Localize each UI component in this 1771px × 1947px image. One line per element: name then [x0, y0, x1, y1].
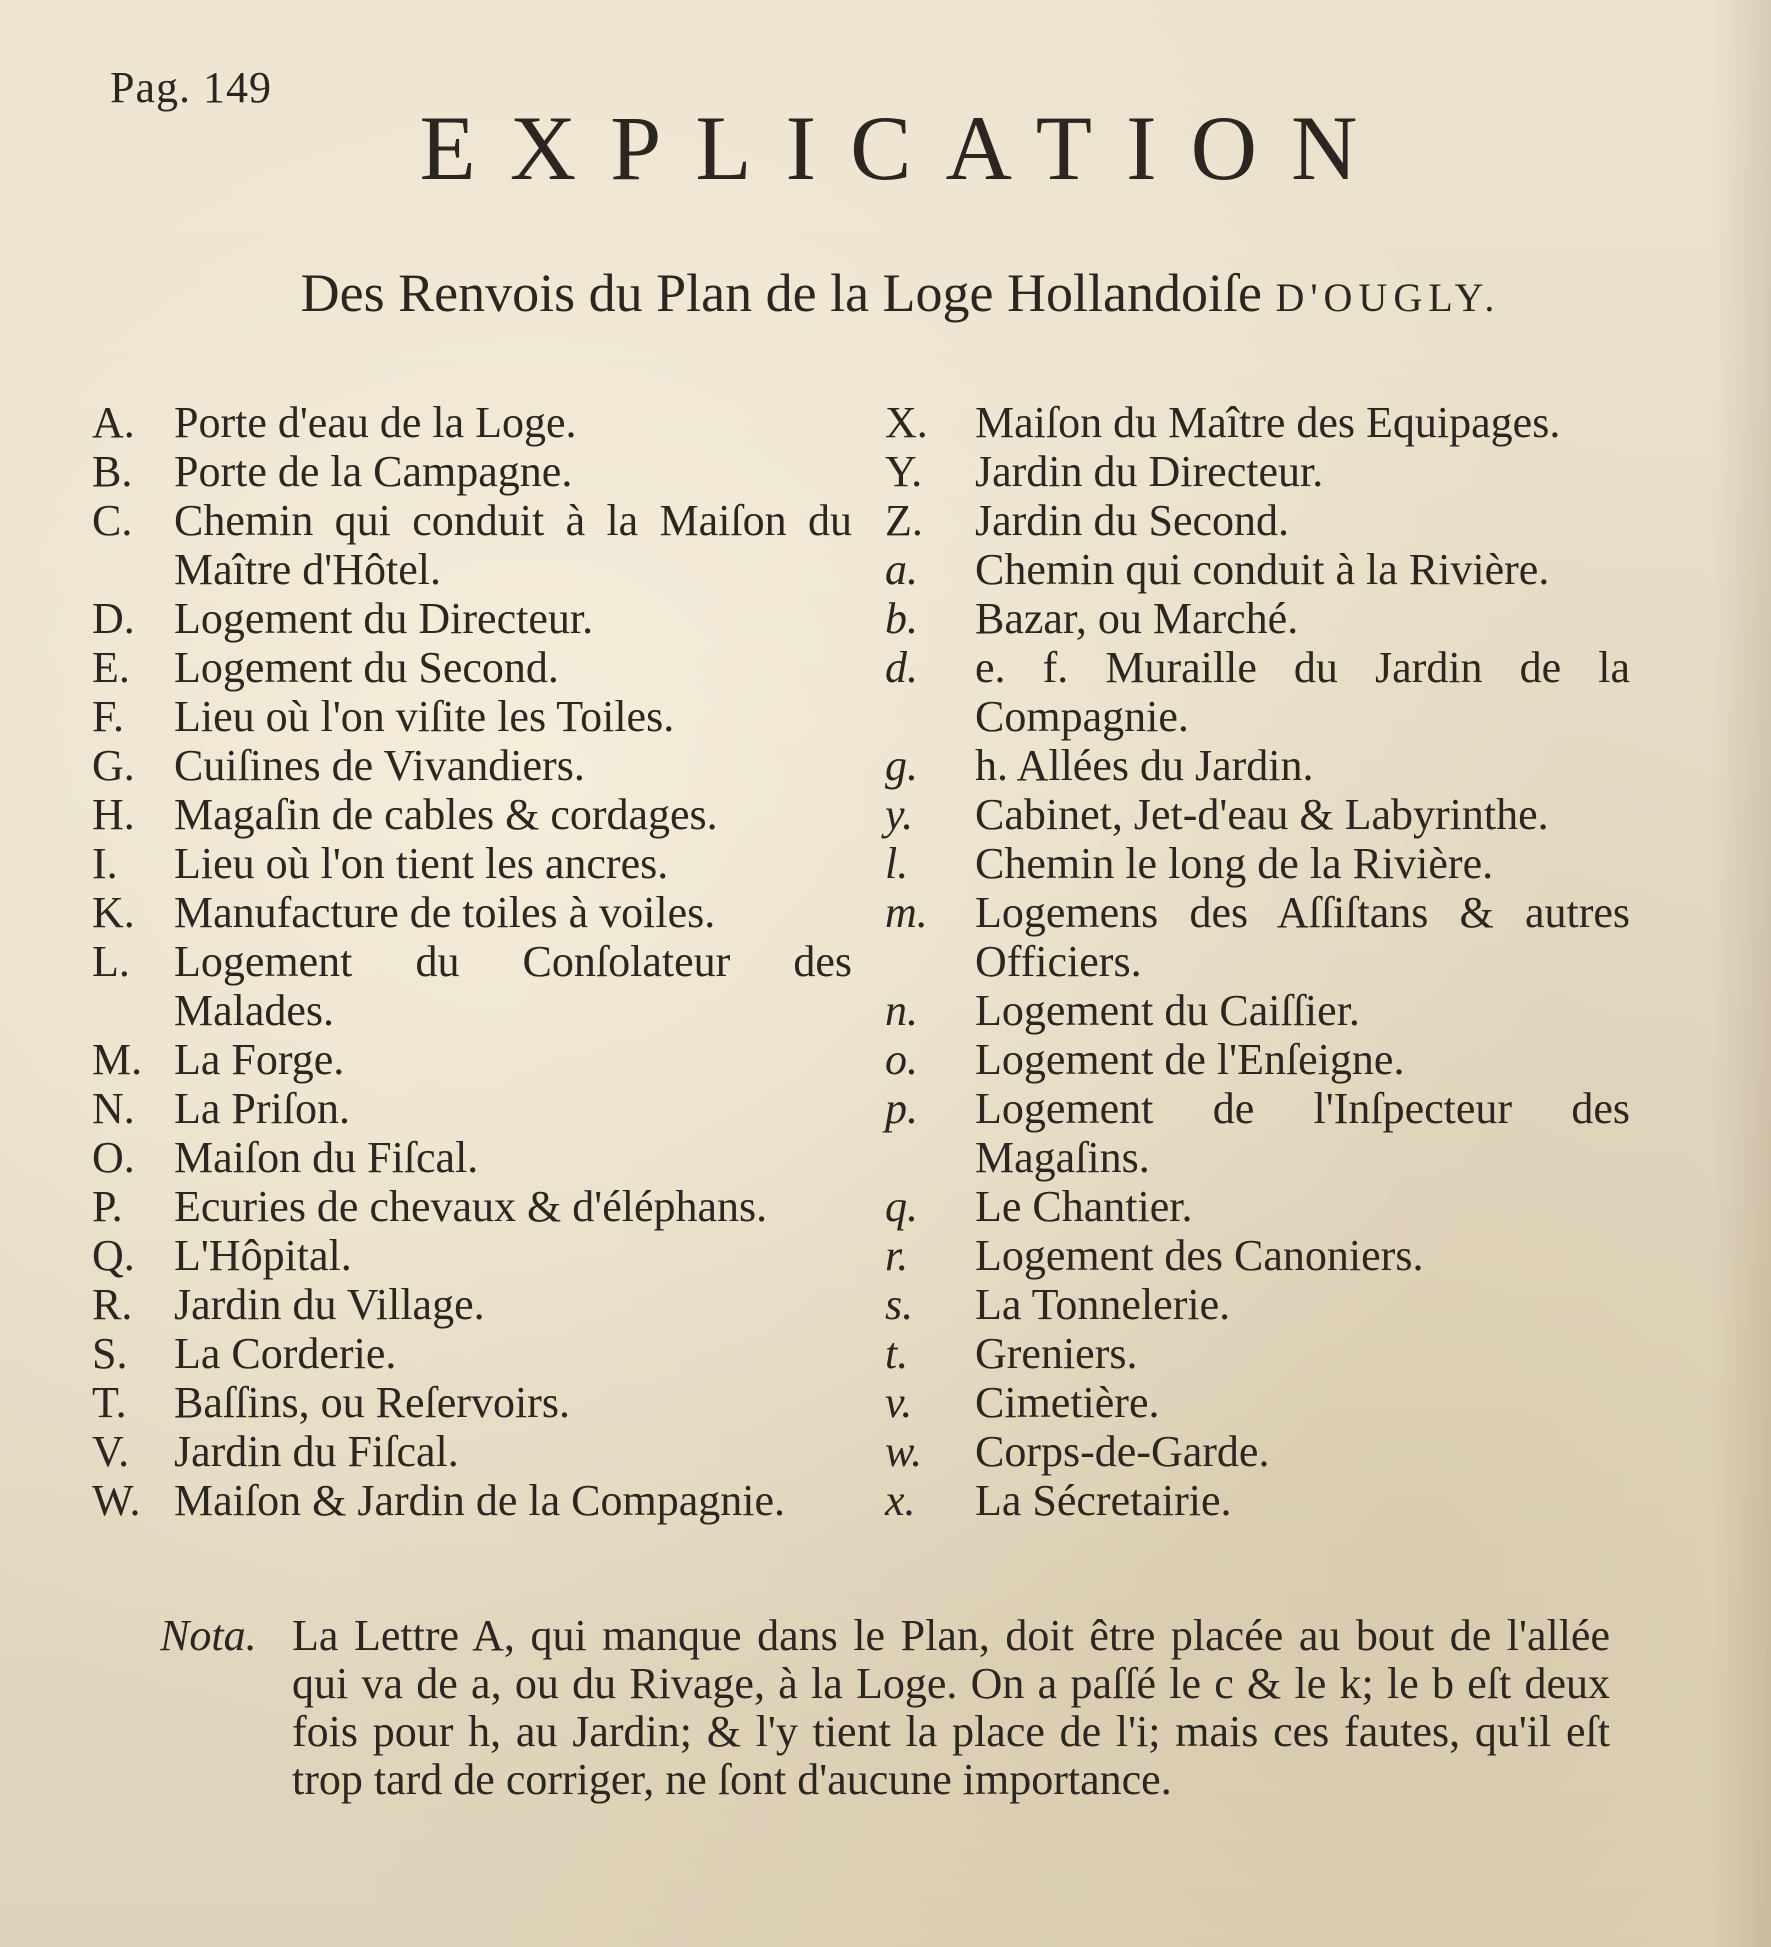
legend-text: Logement du Caiſſier. — [975, 986, 1360, 1035]
legend-key: s. — [885, 1280, 914, 1329]
legend-text: Bazar, ou Marché. — [975, 594, 1299, 643]
legend-entry — [885, 1035, 1630, 1084]
legend-entry — [885, 1231, 1630, 1280]
legend-text: Cimetière. — [975, 1378, 1160, 1427]
legend-entry — [885, 1280, 1630, 1329]
legend-key: x. — [885, 1476, 916, 1525]
legend-key: H. — [92, 790, 135, 839]
legend-key: A. — [92, 398, 135, 447]
legend-entry — [885, 1427, 1630, 1476]
legend-entry — [92, 692, 852, 741]
legend-entry — [885, 888, 1630, 986]
legend-entry — [92, 1378, 852, 1427]
legend-text: Maiſon & Jardin de la Compagnie. — [174, 1476, 785, 1525]
legend-key: b. — [885, 594, 918, 643]
legend-text: Baſſins, ou Reſervoirs. — [174, 1378, 570, 1427]
legend-text: Corps-de-Garde. — [975, 1427, 1270, 1476]
legend-key: n. — [885, 986, 918, 1035]
legend-key: r. — [885, 1231, 909, 1280]
legend-entry — [92, 447, 852, 496]
legend-key: R. — [92, 1280, 133, 1329]
legend-text: Greniers. — [975, 1329, 1138, 1378]
legend-entry — [885, 447, 1630, 496]
legend-key: Z. — [885, 496, 923, 545]
legend-text: e. f. Muraille du Jardin de la Compagnie. — [975, 643, 1630, 741]
legend-key: D. — [92, 594, 135, 643]
legend-text: La Corderie. — [174, 1329, 397, 1378]
legend-text: Logement des Canoniers. — [975, 1231, 1424, 1280]
legend-text: Manufacture de toiles à voiles. — [174, 888, 716, 937]
legend-key: q. — [885, 1182, 918, 1231]
legend-key: I. — [92, 839, 118, 888]
legend-key: Y. — [885, 447, 923, 496]
legend-entry — [92, 937, 852, 1035]
legend-text: La Tonnelerie. — [975, 1280, 1231, 1329]
legend-key: K. — [92, 888, 135, 937]
legend-key: d. — [885, 643, 918, 692]
legend-text: Chemin le long de la Rivière. — [975, 839, 1494, 888]
legend-key: C. — [92, 496, 133, 545]
legend-key: a. — [885, 545, 918, 594]
legend-text: Chemin qui conduit à la Rivière. — [975, 545, 1550, 594]
legend-text: Cuiſines de Vivandiers. — [174, 741, 585, 790]
legend-text: Le Chantier. — [975, 1182, 1193, 1231]
legend-text: Jardin du Village. — [174, 1280, 485, 1329]
legend-entry — [885, 986, 1630, 1035]
legend-entry — [92, 1427, 852, 1476]
legend-entry — [885, 1084, 1630, 1182]
legend-text: Logemens des Aſſiſtans & autres Officiers. — [975, 888, 1630, 986]
subtitle-small-caps: D'OUGLY. — [1275, 275, 1501, 320]
legend-left-column — [92, 398, 852, 1525]
legend-key: S. — [92, 1329, 128, 1378]
legend-text: Logement du Second. — [174, 643, 559, 692]
legend-key: Q. — [92, 1231, 135, 1280]
legend-entry — [92, 496, 852, 594]
legend-entry — [92, 1329, 852, 1378]
legend-entry — [92, 1133, 852, 1182]
legend-entry — [885, 839, 1630, 888]
legend-text: Logement du Directeur. — [174, 594, 594, 643]
legend-key: N. — [92, 1084, 135, 1133]
legend-entry — [885, 496, 1630, 545]
page-title: EXPLICATION — [419, 97, 1392, 199]
legend-key: F. — [92, 692, 124, 741]
legend-key: l. — [885, 839, 909, 888]
legend-entry — [92, 594, 852, 643]
legend-text: Maiſon du Fiſcal. — [174, 1133, 479, 1182]
legend-key: E. — [92, 643, 130, 692]
legend-entry — [885, 398, 1630, 447]
legend-key: p. — [885, 1084, 918, 1133]
nota-label: Nota. — [160, 1611, 257, 1660]
legend-text: h. Allées du Jardin. — [975, 741, 1314, 790]
legend-entry — [92, 1231, 852, 1280]
legend-key: L. — [92, 937, 130, 986]
legend-entry — [92, 1280, 852, 1329]
legend-text: La Sécretairie. — [975, 1476, 1232, 1525]
legend-entry — [92, 741, 852, 790]
legend-key: G. — [92, 741, 135, 790]
legend-entry — [92, 888, 852, 937]
legend-entry — [885, 643, 1630, 741]
legend-key: g. — [885, 741, 918, 790]
legend-entry — [885, 1378, 1630, 1427]
legend-text: Jardin du Second. — [975, 496, 1290, 545]
legend-entry — [885, 1182, 1630, 1231]
legend-text: Lieu où l'on viſite les Toiles. — [174, 692, 675, 741]
legend-key: P. — [92, 1182, 123, 1231]
legend-key: X. — [885, 398, 928, 447]
legend-text: Porte de la Campagne. — [174, 447, 573, 496]
legend-entry — [92, 1476, 852, 1525]
legend-entry — [885, 1329, 1630, 1378]
legend-key: W. — [92, 1476, 141, 1525]
legend-entry — [92, 1182, 852, 1231]
legend-text: Logement de l'Enſeigne. — [975, 1035, 1405, 1084]
page-number: Pag. 149 — [110, 63, 272, 112]
legend-text: Ecuries de chevaux & d'éléphans. — [174, 1182, 768, 1231]
nota-text: La Lettre A, qui manque dans le Plan, doit être placée au bout de l'allée qui va de a, ou du Rivage, à la Loge. On a paſſé le c & le k; le b eſt deux fois pour h, au Jardin; & l'y tient la place de l'i; mais ces fautes, qu'il eſt trop tard de corriger, ne ſont d'aucune importance. — [292, 1611, 1610, 1804]
legend-text: La Priſon. — [174, 1084, 350, 1133]
legend-key: V. — [92, 1427, 130, 1476]
legend-entry — [92, 398, 852, 447]
legend-entry — [885, 545, 1630, 594]
legend-text: Maiſon du Maître des Equipages. — [975, 398, 1561, 447]
legend-entry — [92, 643, 852, 692]
legend-text: Cabinet, Jet-d'eau & Labyrinthe. — [975, 790, 1549, 839]
legend-entry — [92, 790, 852, 839]
legend-entry — [92, 1035, 852, 1084]
legend-key: M. — [92, 1035, 143, 1084]
legend-text: Jardin du Fiſcal. — [174, 1427, 459, 1476]
legend-text: Logement de l'Inſpecteur des Magaſins. — [975, 1084, 1630, 1182]
legend-key: t. — [885, 1329, 909, 1378]
legend-text: La Forge. — [174, 1035, 345, 1084]
legend-entry — [885, 1476, 1630, 1525]
legend-text: Chemin qui conduit à la Maiſon du Maître d'Hôtel. — [174, 496, 852, 594]
legend-key: y. — [885, 790, 914, 839]
legend-text: Lieu où l'on tient les ancres. — [174, 839, 669, 888]
legend-text: Logement du Conſolateur des Malades. — [174, 937, 852, 1035]
subtitle-main: Des Renvois du Plan de la Loge Hollandoiſe — [300, 263, 1276, 323]
legend-key: o. — [885, 1035, 918, 1084]
legend-entry — [92, 1084, 852, 1133]
legend-key: v. — [885, 1378, 913, 1427]
legend-key: O. — [92, 1133, 135, 1182]
legend-text: Magaſin de cables & cordages. — [174, 790, 718, 839]
legend-key: B. — [92, 447, 133, 496]
legend-right-column — [885, 398, 1630, 1525]
legend-entry — [885, 594, 1630, 643]
legend-entry — [92, 839, 852, 888]
nota-paragraph — [160, 1612, 1610, 1804]
legend-key: m. — [885, 888, 928, 937]
legend-key: T. — [92, 1378, 127, 1427]
legend-entry — [885, 790, 1630, 839]
legend-text: L'Hôpital. — [174, 1231, 352, 1280]
legend-text: Porte d'eau de la Loge. — [174, 398, 577, 447]
legend-entry — [885, 741, 1630, 790]
legend-key: w. — [885, 1427, 923, 1476]
legend-text: Jardin du Directeur. — [975, 447, 1324, 496]
page-subtitle — [0, 262, 1771, 324]
